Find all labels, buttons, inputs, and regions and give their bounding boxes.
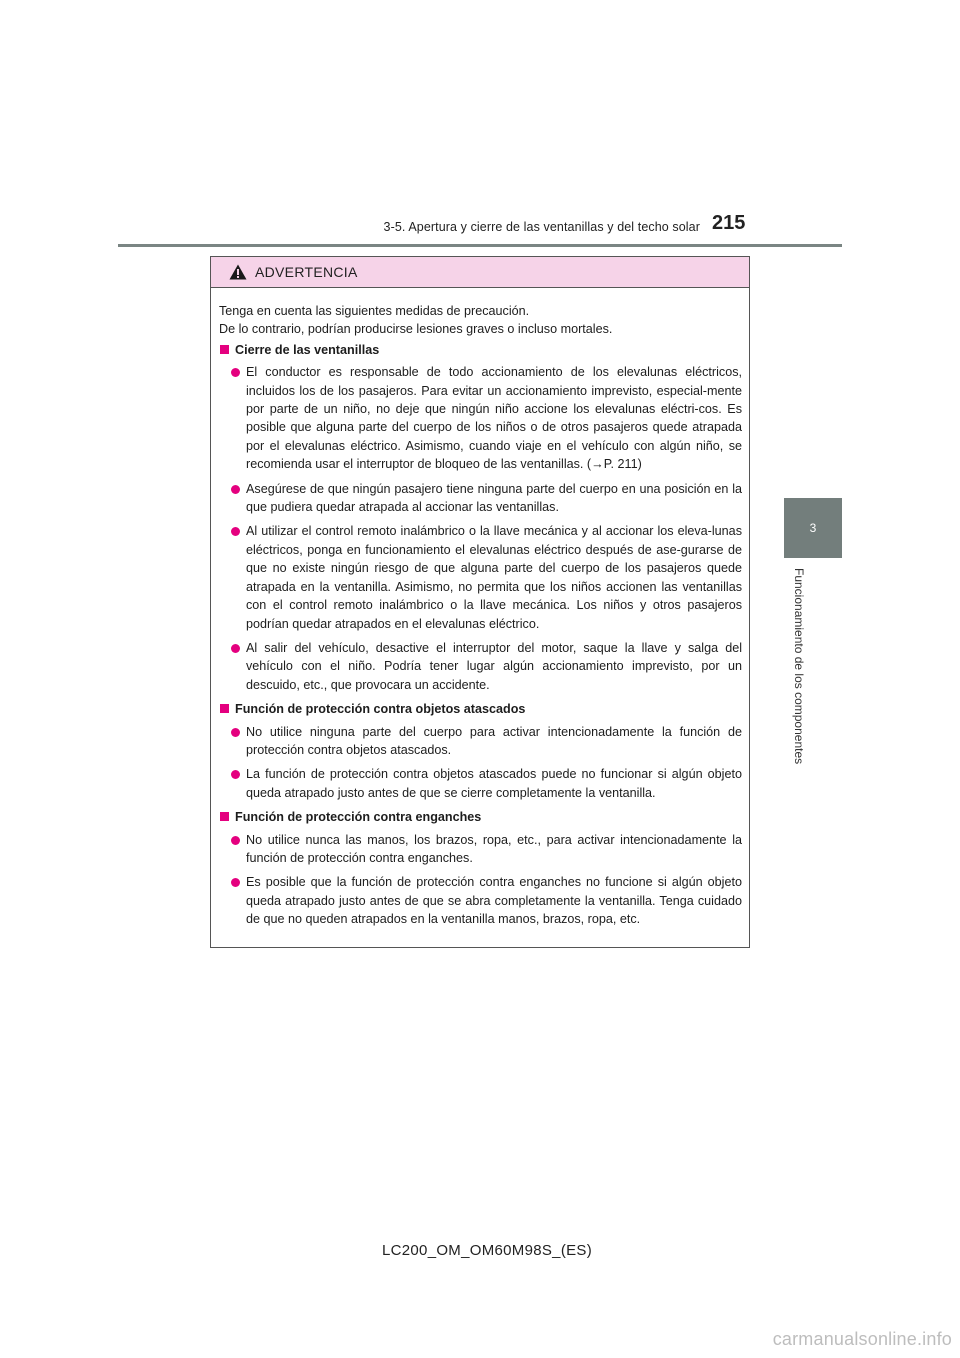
list-item: El conductor es responsable de todo accionamiento de los elevalunas eléctricos, incluidos los de los pasajeros. Para evitar un accionamiento imprevisto, especial-mente por parte de un niño, no deje que ningún niño accione los elevalunas eléctri-cos. Es posible que alguna parte del cuerpo de los niños o de otros pasajeros quede atrapada por el elevalunas eléctrico. Asimismo, cuando viaje en el vehículo con algún niño, se recomienda usar el interruptor de bloqueo de las ventanillas. (→P. 211) (231, 363, 742, 473)
circle-bullet-icon (231, 770, 240, 779)
warning-icon (229, 264, 247, 280)
circle-bullet-icon (231, 527, 240, 536)
list-item: Asegúrese de que ningún pasajero tiene ninguna parte del cuerpo en una posición en la que pudiera quedar atrapada al accionar las ventanillas. (231, 480, 742, 517)
section-heading: Función de protección contra enganches (219, 808, 742, 826)
page-number: 215 (712, 212, 746, 234)
section-heading: Cierre de las ventanillas (219, 341, 742, 359)
list-item: No utilice nunca las manos, los brazos, ropa, etc., para activar intencionadamente la función de protección contra enganches. (231, 831, 742, 868)
watermark: carmanualsonline.info (772, 1329, 952, 1349)
square-bullet-icon (220, 812, 229, 821)
square-bullet-icon (220, 704, 229, 713)
intro-line: Tenga en cuenta las siguientes medidas de precaución. (219, 304, 530, 318)
warning-header (211, 257, 749, 288)
section-heading: Función de protección contra objetos atascados (219, 700, 742, 718)
warning-body (211, 288, 749, 929)
intro-line: De lo contrario, podrían producirse lesiones graves o incluso mortales. (219, 322, 613, 337)
section-title: 3-5. Apertura y cierre de las ventanillas y del techo solar (383, 220, 700, 234)
list-item: Al salir del vehículo, desactive el interruptor del motor, saque la llave y salga del vehículo con el niño. Podría tener lugar algún accionamiento imprevisto, por un descuido, etc., que provocara un accidente. (231, 639, 742, 694)
warning-box (210, 256, 750, 948)
list-item: La función de protección contra objetos atascados puede no funcionar si algún objeto queda atrapado justo antes de que se cierre completamente la ventanilla. (231, 765, 742, 802)
square-bullet-icon (220, 345, 229, 354)
list-item: Es posible que la función de protección contra enganches no funcione si algún objeto queda atrapado justo antes de que se abra completamente la ventanilla. Tenga cuidado de que no queden atrapados en la ventanilla manos, brazos, ropa, etc. (231, 873, 742, 928)
chapter-tab (784, 498, 842, 558)
document-code: LC200_OM_OM60M98S_(ES) (382, 1242, 593, 1259)
chapter-label: Funcionamiento de los componentes (792, 568, 806, 765)
circle-bullet-icon (231, 878, 240, 887)
circle-bullet-icon (231, 368, 240, 377)
list-item: Al utilizar el control remoto inalámbrico o la llave mecánica y al accionar los eleva-lunas eléctricos, ponga en funcionamiento el elevalunas eléctrico después de ase-gurarse de que no existe ningún riesgo de que alguna parte del cuerpo de los pasajeros quede atrapada en la ventanilla. Asimismo, no permita que los niños accionen las ventanillas con el control remoto inalámbrico o la llave mecánica. Los niños y otros pasajeros podrían quedar atrapados en el elevalunas eléctrico. (231, 522, 742, 632)
circle-bullet-icon (231, 485, 240, 494)
circle-bullet-icon (231, 836, 240, 845)
warning-title: ADVERTENCIA (255, 264, 358, 280)
circle-bullet-icon (231, 644, 240, 653)
list-item: No utilice ninguna parte del cuerpo para activar intencionadamente la función de protección contra objetos atascados. (231, 723, 742, 760)
header-divider (118, 244, 842, 247)
chapter-number: 3 (809, 521, 817, 535)
circle-bullet-icon (231, 728, 240, 737)
